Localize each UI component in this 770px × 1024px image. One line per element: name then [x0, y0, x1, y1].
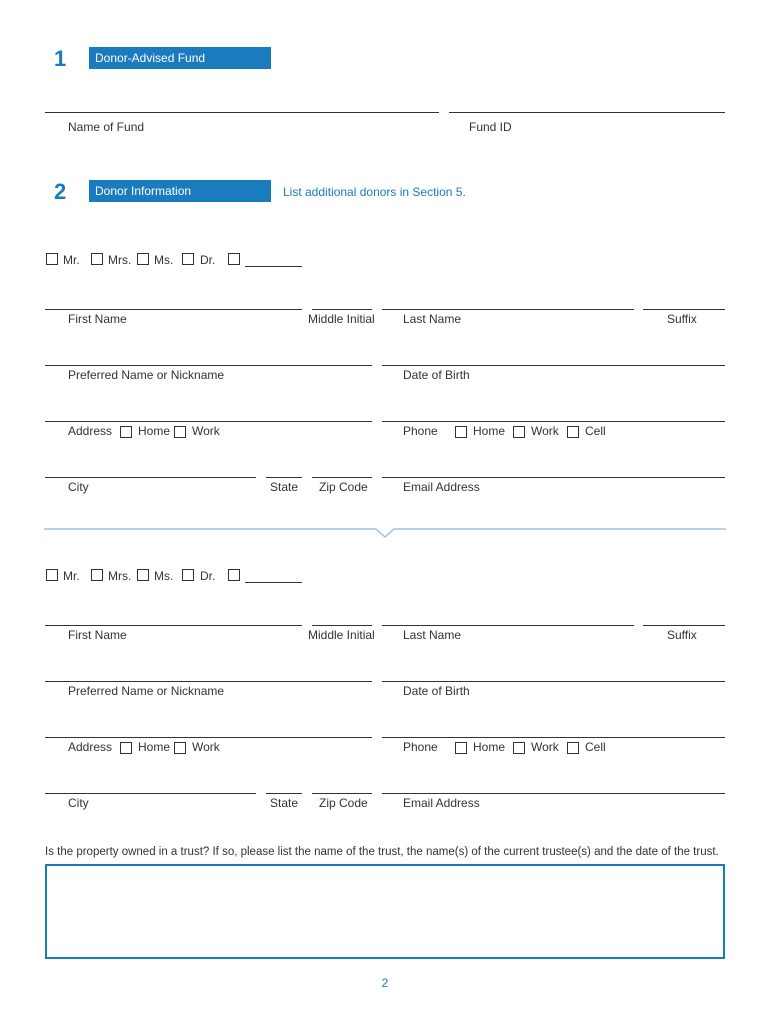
donor-2-phone-home-checkbox[interactable]	[455, 742, 467, 754]
donor-2-mr-checkbox[interactable]	[46, 569, 58, 581]
donor-2-first-name-line[interactable]	[45, 625, 302, 626]
donor-2-address-label: Address	[68, 740, 113, 754]
donor-1-dr-checkbox[interactable]	[182, 253, 194, 265]
donor-2-middle-initial-label: Middle Initial	[308, 628, 375, 642]
donor-2-phone-work-label: Work	[531, 740, 559, 754]
donor-1-state-label: State	[270, 480, 299, 494]
donor-2-email-label: Email Address	[403, 796, 480, 810]
trust-question: Is the property owned in a trust? If so, please list the name of the trust, the name(s) of the current trustee(s) and the date of the trust.	[45, 846, 719, 858]
donor-2-suffix-label: Suffix	[667, 628, 697, 642]
donor-1-ms-label: Ms.	[154, 253, 174, 267]
donor-1-mrs-label: Mrs.	[108, 253, 132, 267]
donor-1-suffix-label: Suffix	[667, 312, 697, 326]
fund-name-line[interactable]	[45, 112, 439, 113]
section-1-title: Donor-Advised Fund	[89, 47, 271, 69]
donor-1-phone-home-checkbox[interactable]	[455, 426, 467, 438]
donor-2-preferred-name-line[interactable]	[45, 681, 372, 682]
donor-2-state-label: State	[270, 796, 299, 810]
donor-1-zip-label: Zip Code	[319, 480, 368, 494]
donor-1-ms-checkbox[interactable]	[137, 253, 149, 265]
donor-2-phone-cell-label: Cell	[585, 740, 606, 754]
donor-1-address-work-checkbox[interactable]	[174, 426, 186, 438]
donor-2-middle-initial-line[interactable]	[312, 625, 372, 626]
donor-2-mr-label: Mr.	[63, 569, 80, 583]
donor-1-phone-work-label: Work	[531, 424, 559, 438]
donor-2-dob-line[interactable]	[382, 681, 725, 682]
donor-1-phone-label: Phone	[403, 424, 438, 438]
donor-1-mr-checkbox[interactable]	[46, 253, 58, 265]
donor-1-first-name-line[interactable]	[45, 309, 302, 310]
donor-2-address-work-label: Work	[192, 740, 220, 754]
page-number: 2	[381, 976, 389, 990]
donor-2-preferred-name-label: Preferred Name or Nickname	[68, 684, 225, 698]
donor-1-dob-label: Date of Birth	[403, 368, 470, 382]
section-1-number: 1	[54, 46, 67, 71]
donor-1-preferred-name-label: Preferred Name or Nickname	[68, 368, 225, 382]
section-2-number: 2	[54, 179, 67, 204]
donor-1-middle-initial-label: Middle Initial	[308, 312, 375, 326]
donor-1-dr-label: Dr.	[200, 253, 216, 267]
fund-name-label: Name of Fund	[68, 120, 145, 134]
donor-1-mr-label: Mr.	[63, 253, 80, 267]
donor-1-suffix-line[interactable]	[643, 309, 725, 310]
donor-1-email-line[interactable]	[382, 477, 725, 478]
donor-2-ms-label: Ms.	[154, 569, 174, 583]
donor-1-phone-line[interactable]	[382, 421, 725, 422]
donor-1-other-salutation-blank[interactable]	[245, 254, 302, 267]
donor-2-zip-line[interactable]	[312, 793, 372, 794]
donor-2-last-name-line[interactable]	[382, 625, 634, 626]
fund-id-label: Fund ID	[469, 120, 512, 134]
donor-2-dob-label: Date of Birth	[403, 684, 470, 698]
donor-1-address-line[interactable]	[45, 421, 372, 422]
donor-1-other-checkbox[interactable]	[228, 253, 240, 265]
donor-2-other-checkbox[interactable]	[228, 569, 240, 581]
donor-1-phone-work-checkbox[interactable]	[513, 426, 525, 438]
additional-donors-note: List additional donors in Section 5.	[283, 185, 466, 199]
donor-2-address-line[interactable]	[45, 737, 372, 738]
donor-1-last-name-label: Last Name	[403, 312, 462, 326]
donor-divider	[44, 523, 728, 539]
donor-1-phone-cell-checkbox[interactable]	[567, 426, 579, 438]
donor-2-suffix-line[interactable]	[643, 625, 725, 626]
donor-1-middle-initial-line[interactable]	[312, 309, 372, 310]
donor-2-city-line[interactable]	[45, 793, 256, 794]
donor-1-email-label: Email Address	[403, 480, 480, 494]
donor-2-first-name-label: First Name	[68, 628, 127, 642]
donor-1-preferred-name-line[interactable]	[45, 365, 372, 366]
section-2-title: Donor Information	[89, 180, 271, 202]
fund-id-line[interactable]	[449, 112, 725, 113]
donor-1-city-label: City	[68, 480, 89, 494]
donor-1-phone-cell-label: Cell	[585, 424, 606, 438]
donor-1-dob-line[interactable]	[382, 365, 725, 366]
donor-2-address-work-checkbox[interactable]	[174, 742, 186, 754]
donor-2-city-label: City	[68, 796, 89, 810]
donor-2-last-name-label: Last Name	[403, 628, 462, 642]
donor-2-other-salutation-blank[interactable]	[245, 570, 302, 583]
donor-2-address-home-checkbox[interactable]	[120, 742, 132, 754]
donor-2-phone-label: Phone	[403, 740, 438, 754]
donor-1-address-label: Address	[68, 424, 113, 438]
donor-2-zip-label: Zip Code	[319, 796, 368, 810]
donor-1-address-work-label: Work	[192, 424, 220, 438]
donor-1-address-home-label: Home	[138, 424, 171, 438]
donor-2-phone-line[interactable]	[382, 737, 725, 738]
donor-1-zip-line[interactable]	[312, 477, 372, 478]
donor-2-mrs-label: Mrs.	[108, 569, 132, 583]
trust-details-textbox[interactable]	[45, 864, 725, 959]
donor-2-address-home-label: Home	[138, 740, 171, 754]
donor-1-phone-home-label: Home	[473, 424, 506, 438]
donor-2-phone-home-label: Home	[473, 740, 506, 754]
donor-2-phone-cell-checkbox[interactable]	[567, 742, 579, 754]
donor-1-first-name-label: First Name	[68, 312, 127, 326]
donor-1-address-home-checkbox[interactable]	[120, 426, 132, 438]
donor-1-state-line[interactable]	[266, 477, 302, 478]
donor-2-mrs-checkbox[interactable]	[91, 569, 103, 581]
donor-1-city-line[interactable]	[45, 477, 256, 478]
donor-2-phone-work-checkbox[interactable]	[513, 742, 525, 754]
donor-2-email-line[interactable]	[382, 793, 725, 794]
donor-2-dr-checkbox[interactable]	[182, 569, 194, 581]
donor-1-mrs-checkbox[interactable]	[91, 253, 103, 265]
donor-2-state-line[interactable]	[266, 793, 302, 794]
donor-2-dr-label: Dr.	[200, 569, 216, 583]
donor-2-ms-checkbox[interactable]	[137, 569, 149, 581]
donor-1-last-name-line[interactable]	[382, 309, 634, 310]
